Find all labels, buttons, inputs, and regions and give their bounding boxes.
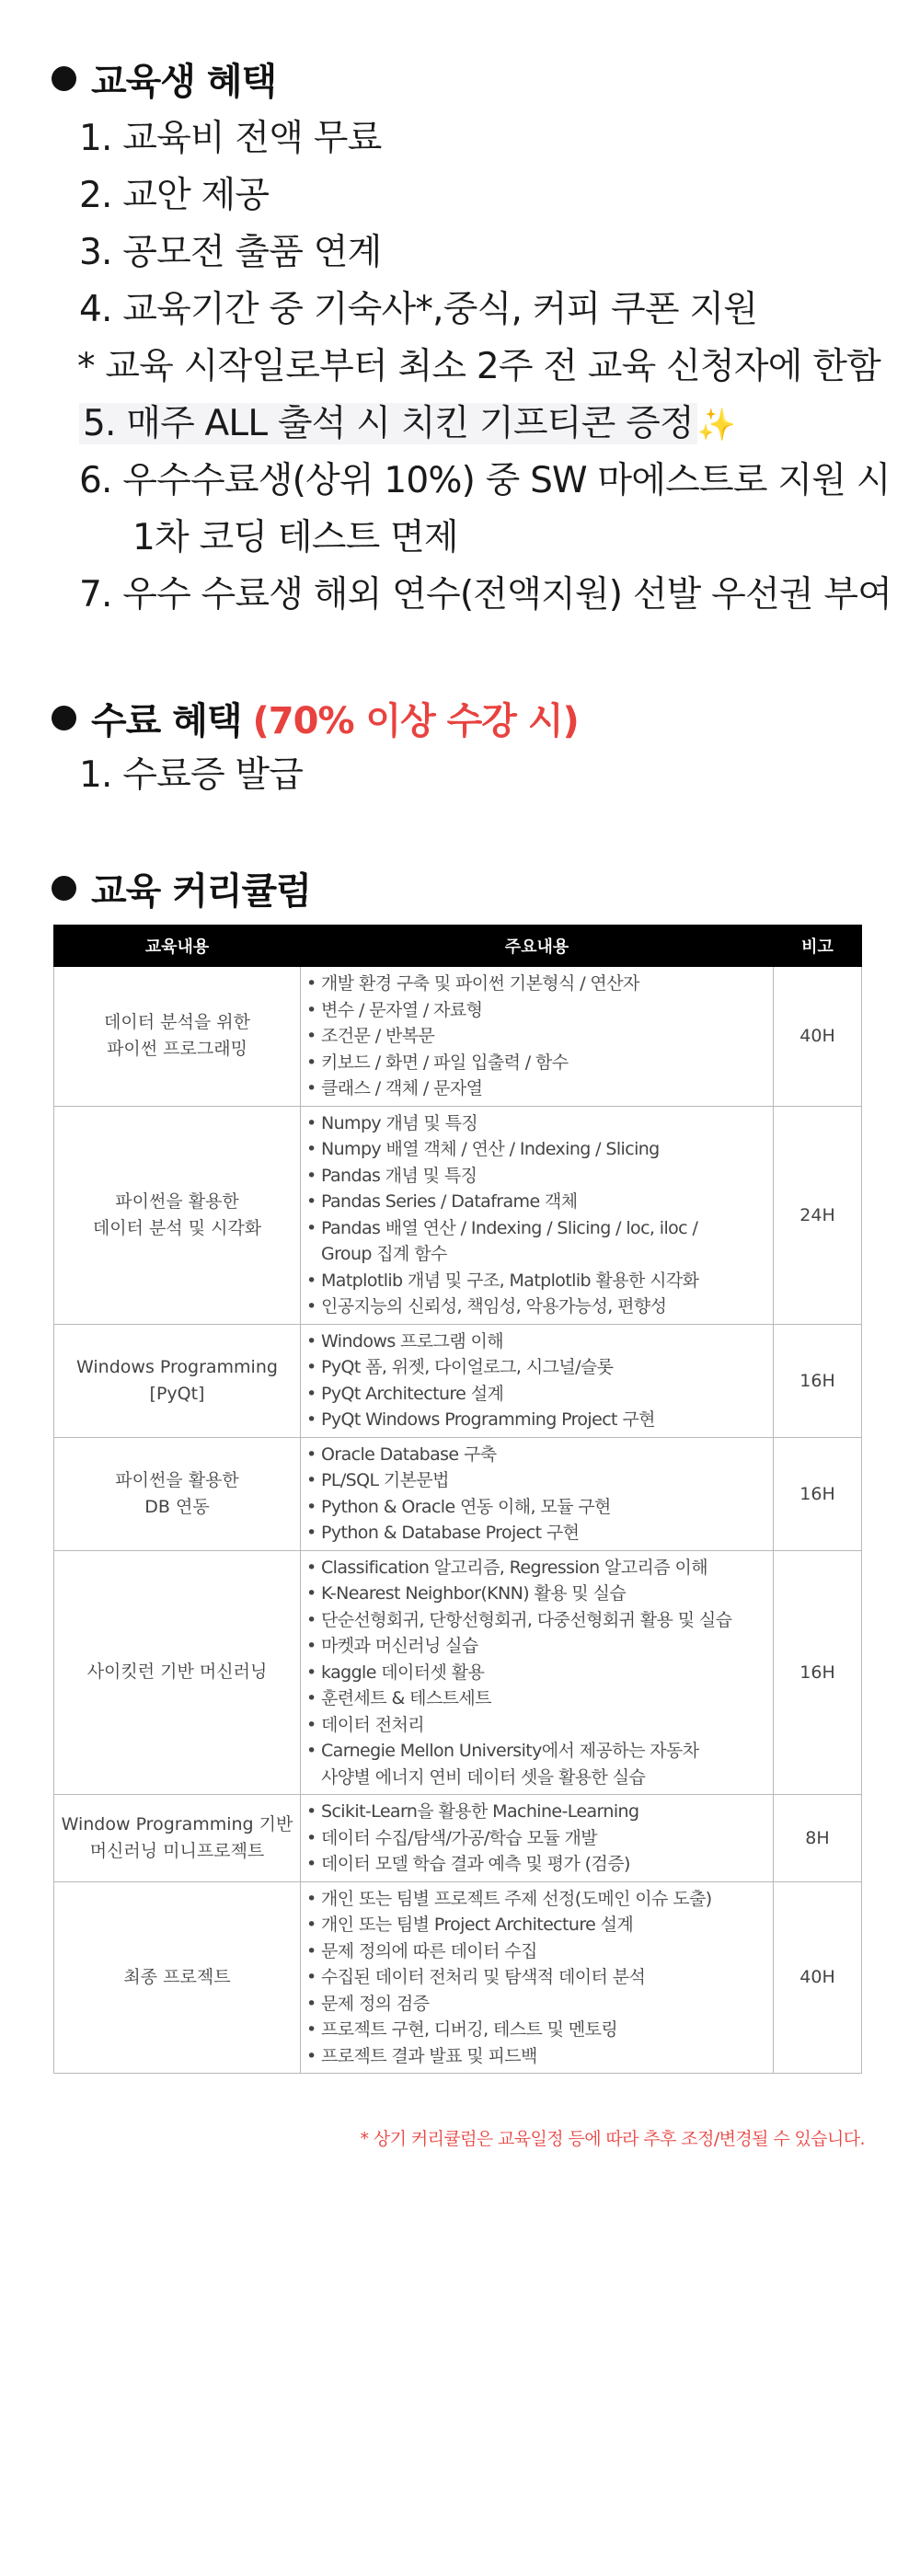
- curriculum-heading: [52, 860, 311, 915]
- contents-item: • Numpy 배열 객체 / 연산 / Indexing / Slicing: [306, 1136, 767, 1163]
- contents-item: • 개인 또는 팀별 프로젝트 주제 선정(도메인 이슈 도출): [306, 1886, 767, 1913]
- completion-item: 1. 수료증 발급: [79, 754, 304, 796]
- benefit-item: 3. 공모전 출품 연계: [79, 232, 382, 273]
- subject-line: 머신러닝 미니프로젝트: [89, 1840, 265, 1861]
- subject-line: 사이킷런 기반 머신러닝: [86, 1662, 268, 1683]
- contents-item: • 프로젝트 구현, 디버깅, 테스트 및 멘토링: [306, 2017, 767, 2043]
- table-row: [54, 1795, 862, 1882]
- contents-item: • 인공지능의 신뢰성, 책임성, 악용가능성, 편향성: [306, 1294, 767, 1320]
- contents-item: • K-Nearest Neighbor(KNN) 활용 및 실습: [306, 1581, 767, 1607]
- contents-list: [301, 1795, 773, 1881]
- subject-line: 파이썬을 활용한: [115, 1469, 239, 1490]
- hours-cell: 16H: [774, 1437, 862, 1550]
- contents-item: • 데이터 전처리: [306, 1712, 767, 1739]
- contents-item: 사양별 에너지 연비 데이터 셋을 활용한 실습: [321, 1766, 646, 1788]
- contents-item: • 문제 정의에 따른 데이터 수집: [306, 1938, 767, 1965]
- contents-item: • 조건문 / 반복문: [306, 1023, 767, 1050]
- column-header-contents: 주요내용: [301, 926, 774, 967]
- contents-item: • Matplotlib 개념 및 구조, Matplotlib 활용한 시각화: [306, 1268, 767, 1294]
- contents-item: • Python & Database Project 구현: [306, 1520, 767, 1547]
- contents-cell: [301, 967, 774, 1107]
- subject-line: 최종 프로젝트: [123, 1966, 231, 1987]
- contents-cell: [301, 1324, 774, 1437]
- completion-title-note: (70% 이상 수강 시): [252, 699, 579, 742]
- subject-line: 데이터 분석 및 시각화: [92, 1217, 262, 1238]
- hours-cell: 40H: [774, 967, 862, 1107]
- contents-item: • 훈련세트 & 테스트세트: [306, 1685, 767, 1712]
- table-row: [54, 1550, 862, 1795]
- hours-cell: 24H: [774, 1106, 862, 1324]
- contents-item: • 변수 / 문자열 / 자료형: [306, 997, 767, 1024]
- contents-item: • 문제 정의 검증: [306, 1991, 767, 2018]
- benefit-item: 4. 교육기간 중 기숙사*,중식, 커피 쿠폰 지원: [79, 289, 758, 330]
- contents-item: • Windows 프로그램 이해: [306, 1328, 767, 1355]
- subject-cell: [54, 1795, 301, 1882]
- column-header-subject: 교육내용: [54, 926, 301, 967]
- contents-item: • 프로젝트 결과 발표 및 피드백: [306, 2043, 767, 2070]
- subject-line: [PyQt]: [149, 1383, 205, 1404]
- section-bullet-icon: [52, 66, 76, 91]
- section-bullet-icon: [52, 876, 76, 901]
- contents-list: [301, 1551, 773, 1795]
- contents-cell: [301, 1795, 774, 1882]
- contents-cell: [301, 1437, 774, 1550]
- table-row: [54, 1106, 862, 1324]
- contents-item: • 수집된 데이터 전처리 및 탐색적 데이터 분석: [306, 1964, 767, 1991]
- contents-list: [301, 1107, 773, 1324]
- table-header-row: [54, 926, 862, 967]
- benefit-item-highlight: [79, 396, 920, 453]
- curriculum-title: 교육 커리큘럼: [91, 869, 311, 913]
- benefit-item: 1. 교육비 전액 무료: [79, 118, 382, 159]
- table-row: [54, 967, 862, 1107]
- table-row: [54, 1881, 862, 2074]
- contents-item: • PyQt Windows Programming Project 구현: [306, 1407, 767, 1433]
- subject-line: Windows Programming: [76, 1356, 278, 1377]
- hours-cell: 16H: [774, 1324, 862, 1437]
- contents-item: • 개발 환경 구축 및 파이썬 기본형식 / 연산자: [306, 971, 767, 997]
- benefit-item-continued: 1차 코딩 테스트 면제: [132, 517, 458, 558]
- subject-cell: [54, 1550, 301, 1795]
- sparkle-icon: ✨: [696, 407, 736, 443]
- contents-item: • Pandas Series / Dataframe 객체: [306, 1189, 767, 1215]
- contents-list: [301, 1438, 773, 1550]
- benefit-item: 6. 우수수료생(상위 10%) 중 SW 마에스트로 지원 시: [79, 460, 891, 501]
- contents-item: • Pandas 개념 및 특징: [306, 1163, 767, 1190]
- subject-line: DB 연동: [144, 1496, 210, 1517]
- benefits-list: [79, 110, 920, 624]
- table-body: [54, 967, 862, 2074]
- subject-line: Window Programming 기반: [61, 1813, 293, 1834]
- contents-item: • 키보드 / 화면 / 파일 입출력 / 함수: [306, 1050, 767, 1076]
- hours-cell: 40H: [774, 1881, 862, 2074]
- subject-cell: [54, 967, 301, 1107]
- curriculum-table: [53, 925, 862, 2074]
- contents-item: • Python & Oracle 연동 이해, 모듈 구현: [306, 1494, 767, 1521]
- contents-item: Group 집계 함수: [321, 1244, 447, 1264]
- contents-item: • 데이터 모델 학습 결과 예측 및 평가 (검증): [306, 1851, 767, 1878]
- hours-cell: 16H: [774, 1550, 862, 1795]
- column-header-note: 비고: [774, 926, 862, 967]
- benefit-footnote: * 교육 시작일로부터 최소 2주 전 교육 신청자에 한함: [77, 346, 880, 387]
- contents-list: [301, 1325, 773, 1437]
- contents-list: [301, 967, 773, 1106]
- contents-cell: [301, 1881, 774, 2074]
- subject-cell: [54, 1437, 301, 1550]
- contents-item: • Scikit-Learn을 활용한 Machine-Learning: [306, 1799, 767, 1825]
- table-row: [54, 1324, 862, 1437]
- completion-heading: [52, 690, 579, 745]
- subject-cell: [54, 1106, 301, 1324]
- subject-cell: [54, 1324, 301, 1437]
- contents-item: • Pandas 배열 연산 / Indexing / Slicing / loc, iloc /: [306, 1215, 767, 1242]
- contents-item: • PyQt 폼, 위젯, 다이얼로그, 시그널/슬롯: [306, 1354, 767, 1381]
- subject-line: 데이터 분석을 위한: [104, 1012, 250, 1033]
- contents-cell: [301, 1106, 774, 1324]
- completion-title: 수료 혜택: [91, 699, 242, 742]
- contents-item: • 마켓과 머신러닝 실습: [306, 1633, 767, 1660]
- contents-item: • Numpy 개념 및 특징: [306, 1110, 767, 1137]
- contents-item: • PL/SQL 기본문법: [306, 1467, 767, 1494]
- subject-line: 파이썬을 활용한: [115, 1190, 239, 1212]
- benefits-heading: [52, 51, 276, 106]
- subject-line: 파이썬 프로그래밍: [107, 1039, 247, 1060]
- contents-cell: [301, 1550, 774, 1795]
- benefit-item: 2. 교안 제공: [79, 175, 270, 216]
- contents-list: [301, 1882, 773, 2074]
- benefit-highlight-text: 5. 매주 ALL 출석 시 치킨 기프티콘 증정: [79, 403, 697, 444]
- contents-item: • Carnegie Mellon University에서 제공하는 자동차: [306, 1738, 767, 1765]
- benefit-item: 7. 우수 수료생 해외 연수(전액지원) 선발 우선권 부여: [79, 574, 892, 615]
- completion-list: [79, 747, 303, 804]
- hours-cell: 8H: [774, 1795, 862, 1882]
- benefits-title: 교육생 혜택: [91, 60, 277, 103]
- contents-item: • kaggle 데이터셋 활용: [306, 1660, 767, 1686]
- contents-item: • Classification 알고리즘, Regression 알고리즘 이해: [306, 1555, 767, 1581]
- contents-item: • 클래스 / 객체 / 문자열: [306, 1075, 767, 1102]
- contents-item: • PyQt Architecture 설계: [306, 1381, 767, 1408]
- table-row: [54, 1437, 862, 1550]
- subject-cell: [54, 1881, 301, 2074]
- curriculum-footnote: * 상기 커리큘럼은 교육일정 등에 따라 추후 조정/변경될 수 있습니다.: [360, 2129, 865, 2149]
- contents-item: • 데이터 수집/탐색/가공/학습 모듈 개발: [306, 1825, 767, 1852]
- contents-item: • 단순선형회귀, 단항선형회귀, 다중선형회귀 활용 및 실습: [306, 1607, 767, 1634]
- contents-item: • 개인 또는 팀별 Project Architecture 설계: [306, 1912, 767, 1938]
- contents-item: • Oracle Database 구축: [306, 1442, 767, 1468]
- section-bullet-icon: [52, 706, 76, 730]
